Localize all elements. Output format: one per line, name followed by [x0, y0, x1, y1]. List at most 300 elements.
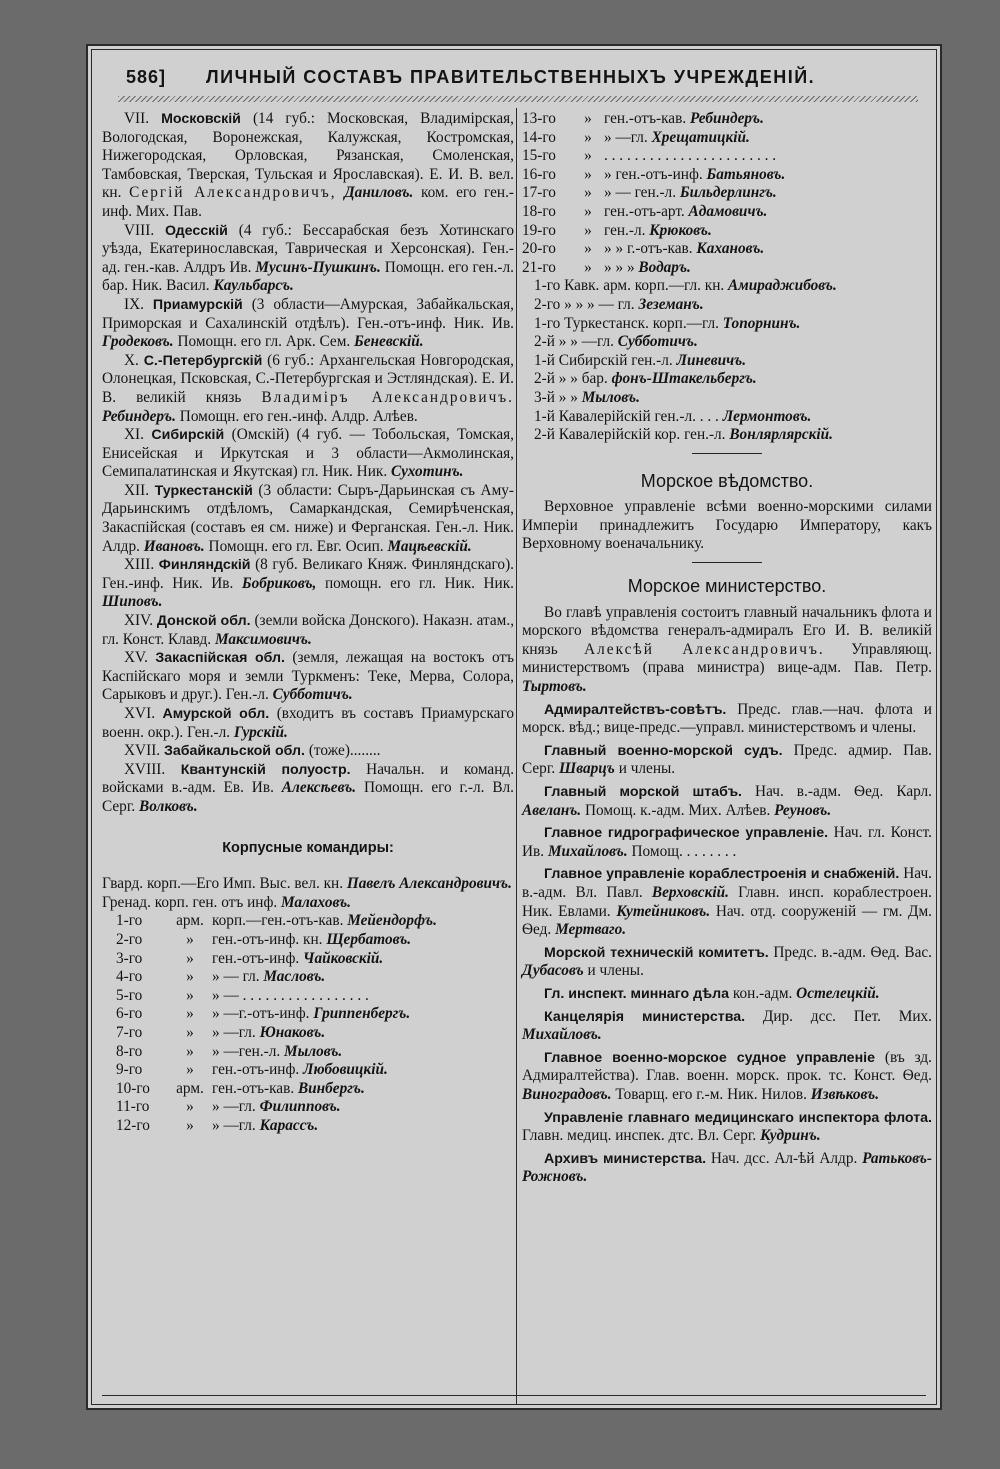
corps-detail: [604, 184, 932, 203]
corps-detail: [212, 1080, 514, 1099]
corps-detail: [604, 259, 932, 278]
district-number: XV.: [124, 649, 148, 667]
corps-detail: [212, 1024, 514, 1043]
page-header: [88, 60, 940, 94]
district-text: (3 области: Сыръ-Дарьинская съ Аму-Дарьинскимъ отдѣломъ, Самаркандская, Семирѣченская, Закаспійская (составъ ея см. ниже) и Ферганская. Ген.-л. Ник. Алдр.: [102, 481, 515, 555]
district-name: Одесскій: [164, 222, 228, 239]
district-commander: Максимовичъ.: [214, 630, 312, 648]
corps-row: [522, 240, 932, 259]
entry-person: Верховскій.: [651, 883, 729, 901]
entry-text-2: и члены.: [587, 962, 644, 980]
district-entry: [102, 612, 514, 649]
naval-dept-title: Морское вѣдомство.: [640, 470, 814, 491]
district-text-2: помощн. его гл. Ник. Ник.: [324, 574, 515, 592]
district-assistant: Беневскій.: [354, 333, 424, 351]
ministry-entry: [522, 1008, 932, 1045]
corps-commander: Мыловъ.: [284, 1042, 343, 1060]
special-corps-text: 1-й Кавалерійскій ген.-л. . . .: [534, 407, 719, 425]
district-name: Туркестанскій: [154, 482, 253, 499]
entry-person: Шварцъ: [559, 760, 615, 778]
corps-rank: корп.—ген.-отъ-кав.: [212, 912, 344, 930]
corps-mark: »: [584, 240, 592, 258]
corps-detail: [212, 931, 514, 950]
corps-mark: »: [186, 968, 194, 986]
special-corps-row: [522, 408, 932, 427]
corps-row: [522, 203, 932, 222]
grenadier-corps-commander: Малаховъ.: [281, 893, 351, 911]
corps-row: [102, 1080, 514, 1099]
district-entry: [102, 556, 514, 612]
corps-rank: ген.-отъ-кав.: [604, 110, 687, 127]
district-commander: Сухотинъ.: [390, 463, 464, 481]
entry-person: Кудринъ.: [760, 1127, 821, 1145]
naval-dept-text: Верховное управленіе всѣми военно-морскими силами Имперіи принадлежитъ Государю Императору, какъ Верховному военачальнику.: [522, 498, 932, 553]
corps-rank: . . . . . . . . . . . . . . . . . . . . . . .: [604, 147, 777, 165]
district-name: Сибирскій: [151, 427, 225, 444]
special-corps-commander: Амираджибовъ.: [728, 277, 837, 295]
corps-commander: Масловъ.: [263, 968, 326, 986]
special-corps-text: 2-й Кавалерійскій кор. ген.-л.: [534, 426, 726, 444]
district-commander-spaced: Сергій Александровичъ,: [129, 184, 337, 202]
district-text: (6 губ.: Архангельская Новгородская, Олонецкая, Псковская, С.-Петербургская и Эстляндская). Е. И. В. великій князь: [102, 351, 515, 406]
corps-rank: ген.-отъ-инф.: [212, 949, 300, 967]
corps-rank: ген.-отъ-инф. кн.: [212, 930, 323, 948]
district-name: Амурской обл.: [162, 706, 270, 722]
corps-number: 13-го: [522, 110, 556, 127]
corps-detail: [604, 222, 932, 241]
corps-number: 15-го: [522, 147, 556, 165]
entry-person: Михайловъ.: [522, 1026, 602, 1044]
corps-row: [522, 110, 932, 129]
district-commander-spaced: Владиміръ Александровичъ.: [261, 388, 515, 406]
corps-mark: »: [186, 1023, 194, 1041]
corps-detail: [212, 950, 514, 969]
district-number: VII.: [124, 110, 150, 127]
district-commander: Ребиндеръ.: [102, 407, 176, 425]
entry-text: Предс. адмир. Пав. Серг.: [522, 741, 933, 778]
corps-number: 17-го: [522, 184, 556, 202]
entry-institution: Главное гидрографическое управленіе.: [544, 825, 829, 842]
special-corps-row: [522, 277, 932, 296]
corps-rank: » —г.-отъ-инф.: [212, 1005, 310, 1023]
special-corps-row: [522, 315, 932, 334]
corps-number: 12-го: [116, 1116, 150, 1134]
special-corps-commander: Субботичъ.: [617, 333, 698, 351]
army-corps-list-left: [102, 912, 514, 1135]
corps-rank: » — гл.: [212, 968, 260, 986]
entry-institution: Морской техническій комитетъ.: [544, 944, 769, 961]
entry-institution: Управленіе главнаго медицинскаго инспектора флота.: [544, 1109, 932, 1126]
district-entry: [102, 761, 514, 817]
district-name: Московскій: [161, 111, 241, 127]
corps-commander: Ребиндеръ.: [689, 110, 764, 127]
special-corps-commander: Лермонтовъ.: [722, 407, 812, 425]
corps-rank: » » »: [604, 258, 635, 276]
entry-person-2: Извѣковъ.: [810, 1085, 880, 1103]
section-rule: [692, 453, 762, 454]
corps-row: [522, 184, 932, 203]
district-entry: [102, 222, 514, 296]
district-name: Приамурскій: [152, 296, 243, 313]
special-corps-text: 3-й » »: [534, 388, 578, 406]
special-corps-commander: Линевичъ.: [676, 351, 747, 369]
special-corps-commander: Мыловъ.: [581, 388, 640, 406]
corps-row: [102, 1024, 514, 1043]
corps-rank: ген.-отъ-кав.: [212, 1079, 295, 1097]
district-text: (8 губ. Великаго Княж. Финляндскаго). Ген.-инф. Ник. Ив.: [102, 556, 514, 592]
entry-text: Предс. в.-адм. Ѳед. Вас.: [773, 943, 932, 961]
district-text: (3 области—Амурская, Забайкальская, Приморская и Сахалинскій отдѣлъ). Ген.-отъ-инф. Ник. Ив.: [102, 295, 514, 332]
corps-number: 2-го: [116, 930, 143, 948]
district-name: Финляндскій: [158, 557, 251, 574]
district-text: (4 губ.: Бессарабская безъ Хотинскаго уѣзда, Екатеринославская, Таврическая и Херсонская). Ген.-ад. ген.-кав. Алдръ Ив.: [102, 221, 514, 276]
left-column: [102, 110, 514, 1135]
district-commander: Алексѣевъ.: [281, 779, 357, 797]
corps-rank: » —гл.: [212, 1023, 256, 1041]
entry-text-2: Помощ. . . . . . . .: [631, 842, 737, 860]
entry-person-2: Реуновъ.: [774, 801, 832, 819]
corps-rank: » — ген.-л.: [604, 184, 677, 202]
entry-text: Нач. в.-адм. Ѳед. Карл.: [755, 783, 933, 800]
entry-person: Михайловъ.: [547, 842, 628, 860]
corps-rank: » — . . . . . . . . . . . . . . . . .: [212, 986, 369, 1004]
district-text-2: ком. его ген.-инф. Мих. Пав.: [102, 184, 514, 220]
district-text-2: Помощн. его ген.-л. бар. Ник. Васил.: [102, 258, 514, 295]
entry-text-2: и члены.: [618, 760, 676, 778]
corps-row: [102, 968, 514, 987]
corps-commander: Водаръ.: [638, 258, 691, 276]
district-entry: [102, 296, 514, 352]
corps-row: [102, 1117, 514, 1136]
corps-mark: »: [584, 110, 592, 127]
district-name: Квантунскій полуостр.: [180, 761, 351, 778]
district-number: XVIII.: [124, 760, 166, 778]
district-commander: Бобриковъ,: [241, 574, 317, 592]
corps-detail: [604, 110, 932, 129]
entry-institution: Гл. инспект. миннаго дѣла: [544, 985, 730, 1002]
section-rule: [692, 562, 762, 563]
special-corps-text: 1-й Сибирскій ген.-л.: [534, 351, 673, 369]
ministry-entry: [522, 783, 932, 820]
corps-mark: »: [186, 1061, 194, 1079]
grenadier-corps-text: Гренад. корп. ген. отъ инф.: [102, 893, 278, 911]
special-corps-text: 2-й » » —гл.: [534, 333, 614, 351]
guard-corps-commander: Павелъ Александровичъ.: [346, 875, 512, 893]
right-column: [522, 110, 932, 1187]
corps-commander: Юнаковъ.: [259, 1023, 326, 1041]
corps-detail: [604, 203, 932, 222]
district-assistant: Каульбарсъ.: [213, 277, 294, 295]
document-page: [86, 44, 942, 1410]
grenadier-corps: [102, 894, 514, 913]
entry-text: (въ зд. Адмиралтейства). Глав. военн. морск. прок. тс. Конст. Ѳед.: [522, 1048, 933, 1085]
district-text: (земли войска Донского). Наказн. атам., гл. Конст. Клавд.: [102, 612, 515, 648]
district-text-2: Помощн. его гл. Арк. Сем.: [177, 333, 351, 351]
district-text: (14 губ.: Московская, Владимірская, Вологодская, Воронежская, Калужская, Костромская, Нижегородская, Орловская, Рязанская, Смоленская, Тамбовская, Тверская, Тульская и Ярославская). Е. И. В. вел. кн.: [102, 110, 514, 202]
special-corps-text: 2-го » » » — гл.: [534, 295, 635, 313]
corps-commander: Крюковъ.: [649, 221, 712, 239]
ministry-entry: [522, 865, 932, 939]
entry-person: Виноградовъ.: [522, 1085, 612, 1103]
corps-row: [522, 259, 932, 278]
district-commander: Мусинъ-Пушкинъ.: [255, 258, 381, 276]
entry-institution: Канцелярія министерства.: [544, 1008, 746, 1025]
military-districts: [102, 110, 514, 817]
entry-text: кон.-адм.: [732, 984, 793, 1002]
corps-detail: [212, 912, 514, 931]
district-entry: [102, 742, 514, 761]
running-title: ЛИЧНЫЙ СОСТАВЪ ПРАВИТЕЛЬСТВЕННЫХЪ УЧРЕЖДЕНІЙ.: [206, 66, 816, 87]
ministry-entry: [522, 1109, 932, 1146]
entry-text-2: Главн. инсп. кораблестроен. Ник. Евлами.: [522, 883, 933, 920]
corps-commander: Адамовичъ.: [688, 202, 768, 220]
corps-row: [102, 1098, 514, 1117]
corps-mark: »: [584, 184, 592, 202]
corps-rank: ген.-отъ-арт.: [604, 202, 685, 220]
corps-row: [102, 931, 514, 950]
ministry-intro-text-2: Управляющ. министерствомъ (права министра) вице-адм. Пав. Петр.: [522, 640, 933, 677]
entry-person: Авеланъ.: [522, 801, 582, 819]
page-number: 586]: [126, 66, 167, 87]
special-corps-row: [522, 370, 932, 389]
entry-person: Остелецкій.: [796, 984, 880, 1002]
corps-number: 21-го: [522, 258, 556, 276]
corps-number: 3-го: [116, 949, 143, 967]
corps-commander: Хрещатицкій.: [651, 128, 750, 146]
corps-detail: [212, 1098, 514, 1117]
district-entry: [102, 705, 514, 742]
corps-mark: »: [584, 128, 592, 146]
corps-number: 14-го: [522, 128, 556, 146]
corps-detail: [212, 1005, 514, 1024]
entry-text: Предс. глав.—нач. флота и морск. вѣд.; вице-предс.—управл. министерствомъ и члены.: [522, 700, 932, 737]
ministry-entry: [522, 742, 932, 779]
corps-detail: [212, 1043, 514, 1062]
corps-mark: »: [584, 258, 592, 276]
entry-institution: Главный военно-морской судъ.: [544, 742, 783, 759]
district-number: XIV.: [124, 612, 154, 630]
corps-mark: »: [186, 930, 194, 948]
district-entry: [102, 482, 514, 556]
district-number: VIII.: [124, 221, 155, 239]
district-assistant: Волковъ.: [139, 797, 198, 815]
corps-number: 16-го: [522, 165, 556, 183]
district-commander: Гродековъ.: [102, 333, 174, 351]
ministry-intro: [522, 604, 932, 697]
corps-commander: Кахановъ.: [696, 240, 765, 258]
special-corps-commander: Зеземанъ.: [638, 295, 704, 313]
entry-text: Нач. дсс. Ал-ѣй Алдр.: [710, 1149, 858, 1167]
district-entry: [102, 352, 514, 426]
entry-institution: Главное управленіе кораблестроенія и снабженій.: [544, 866, 900, 883]
district-assistant: Мацѣевскій.: [387, 537, 472, 555]
corps-commander: Мейендорфъ.: [347, 912, 437, 930]
entry-text: Нач. в.-адм. Вл. Павл.: [522, 865, 932, 901]
ministry-title: Морское министерство.: [627, 576, 827, 597]
entry-institution: Главный морской штабъ.: [544, 784, 743, 800]
corps-commander: Винбергъ.: [297, 1079, 365, 1097]
special-corps-commander: Вонлярлярскій.: [729, 426, 833, 444]
district-assistant: Шиповъ.: [102, 593, 163, 611]
corps-detail: [212, 987, 514, 1006]
bottom-rule: [102, 1395, 926, 1396]
special-corps-row: [522, 333, 932, 352]
corps-mark: »: [186, 1005, 194, 1023]
district-text-2: Помощн. его гл. Евг. Осип.: [208, 537, 384, 555]
corps-detail: [604, 147, 932, 166]
district-text-2: Помощн. его ген.-инф. Алдр. Алѣев.: [179, 407, 418, 425]
corps-number: 4-го: [116, 968, 143, 986]
header-rule: [118, 96, 918, 102]
district-text-2: Помощн. его г.-л. Вл. Серг.: [102, 779, 515, 815]
district-commander: Ивановъ.: [143, 537, 205, 555]
corps-number: 5-го: [116, 986, 143, 1004]
district-commander: Гурскій.: [233, 723, 288, 741]
corps-number: 11-го: [116, 1098, 150, 1116]
corps-mark: »: [584, 147, 592, 165]
corps-detail: [604, 129, 932, 148]
corps-number: 6-го: [116, 1005, 143, 1023]
corps-rank: ген.-отъ-инф.: [212, 1061, 300, 1079]
corps-commander: Щербатовъ.: [326, 930, 412, 948]
district-entry: [102, 649, 514, 705]
corps-mark: »: [584, 165, 592, 183]
guard-corps: [102, 875, 514, 894]
entry-person-3: Мертваго.: [555, 921, 627, 939]
ministry-manager-name: Тыртовъ.: [522, 678, 587, 696]
corps-row: [522, 222, 932, 241]
corps-commander: Бильдерлингъ.: [679, 184, 777, 202]
corps-mark: арм.: [176, 912, 204, 930]
corps-row: [102, 987, 514, 1006]
corps-commander: Любовицкій.: [303, 1061, 388, 1079]
district-number: XII.: [124, 481, 150, 499]
entry-person: Ратьковъ-Рожновъ.: [522, 1149, 932, 1186]
corps-detail: [604, 240, 932, 259]
corps-rank: » —гл.: [212, 1116, 256, 1134]
ministry-entries: [522, 701, 932, 1187]
district-name: Донской обл.: [156, 613, 251, 630]
corps-rank: ген.-л.: [604, 221, 646, 239]
district-number: XIII.: [124, 556, 155, 574]
ministry-entry: [522, 1049, 932, 1105]
district-number: XVI.: [124, 705, 156, 722]
special-corps-text: 2-й » » бар.: [534, 370, 608, 388]
corps-detail: [212, 968, 514, 987]
district-name: С.-Петербургскій: [143, 352, 263, 369]
corps-number: 7-го: [116, 1023, 143, 1041]
column-divider: [516, 108, 517, 1404]
district-entry: [102, 426, 514, 482]
entry-institution: Архивъ министерства.: [544, 1150, 707, 1167]
district-commander: Даниловъ.: [344, 184, 414, 202]
corps-row: [522, 147, 932, 166]
district-text: (Омскій) (4 губ. — Тобольская, Томская, Енисейская и Иркутская и 3 области—Акмолинская, Семипалатинская и Якутская) гл. Ник. Ник.: [102, 426, 514, 481]
corps-mark: арм.: [176, 1079, 204, 1097]
entry-text-2: Товарщ. его г.-м. Ник. Нилов.: [615, 1085, 807, 1103]
entry-institution: Главное военно-морское судное управленіе: [544, 1049, 875, 1066]
special-corps-row: [522, 426, 932, 445]
corps-number: 1-го: [116, 912, 143, 930]
corps-commander: Батьяновъ.: [706, 165, 786, 183]
ministry-entry: [522, 1150, 932, 1187]
corps-commander: Карассъ.: [259, 1116, 319, 1134]
corps-detail: [212, 1061, 514, 1080]
corps-number: 18-го: [522, 202, 556, 220]
special-corps-list: [522, 277, 932, 444]
district-text: Начальн. и команд. войсками в.-адм. Ев. Ив.: [102, 760, 515, 797]
corps-detail: [212, 1117, 514, 1136]
ministry-entry: [522, 701, 932, 738]
corps-row: [102, 1043, 514, 1062]
special-corps-row: [522, 296, 932, 315]
special-corps-text: 1-го Кавк. арм. корп.—гл. кн.: [534, 277, 725, 295]
corps-rank: » —гл.: [604, 128, 648, 146]
entry-institution: Адмиралтействъ-совѣтъ.: [544, 701, 727, 718]
corps-number: 20-го: [522, 240, 556, 258]
special-corps-text: 1-го Туркестанск. корп.—гл.: [534, 314, 719, 332]
special-corps-row: [522, 389, 932, 408]
district-number: XVII.: [124, 742, 161, 760]
corps-row: [522, 129, 932, 148]
corps-commander: Гриппенбергъ.: [313, 1005, 411, 1023]
corps-row: [102, 912, 514, 931]
district-name: Забайкальской обл.: [163, 743, 305, 760]
entry-text-3: Нач. отд. сооруженій — гм. Дм. Ѳед.: [522, 902, 932, 939]
district-number: X.: [124, 351, 139, 369]
corps-mark: »: [584, 202, 592, 220]
ministry-entry: [522, 985, 932, 1004]
corps-mark: »: [186, 1042, 194, 1060]
district-entry: [102, 110, 514, 222]
district-number: XI.: [124, 426, 144, 444]
corps-row: [102, 1061, 514, 1080]
corps-heading: Корпусные командиры:: [222, 839, 394, 856]
corps-row: [102, 950, 514, 969]
corps-number: 8-го: [116, 1042, 143, 1060]
army-corps-list-right: [522, 110, 932, 277]
special-corps-row: [522, 352, 932, 371]
ministry-head-name: Алексѣй Александровичъ.: [584, 640, 825, 658]
corps-mark: »: [186, 949, 194, 967]
corps-rank: » » г.-отъ-кав.: [604, 240, 693, 258]
district-text: (земля, лежащая на востокъ отъ Каспійскаго моря и земли Туркменъ: Теке, Мерва, Солора, Сарыковъ и друг.). Ген.-л.: [102, 649, 514, 704]
corps-row: [522, 166, 932, 185]
entry-person-2: Кутейниковъ.: [616, 902, 711, 920]
corps-rank: » ген.-отъ-инф.: [604, 165, 703, 183]
entry-text: Дир. дсс. Пет. Мих.: [762, 1007, 933, 1025]
district-text: (входитъ въ составъ Приамурскаго военн. окр.). Ген.-л.: [102, 705, 514, 741]
corps-rank: » —ген.-л.: [212, 1042, 281, 1060]
entry-person: Дубасовъ: [522, 962, 584, 980]
corps-mark: »: [584, 221, 592, 239]
district-commander: Субботичъ.: [272, 686, 353, 704]
district-number: IX.: [124, 295, 144, 313]
district-name: Закаспійская обл.: [155, 650, 285, 667]
guard-corps-text: Гвард. корп.—Его Имп. Выс. вел. кн.: [102, 875, 344, 893]
ministry-intro-text: Во главѣ управленія состоитъ главный начальникъ флота и морского вѣдомства генералъ-адмиралъ Его И. В. великій князь: [522, 603, 932, 658]
corps-number: 10-го: [116, 1079, 150, 1097]
corps-mark: »: [186, 986, 194, 1004]
corps-number: 9-го: [116, 1061, 143, 1079]
corps-detail: [604, 166, 932, 185]
corps-row: [102, 1005, 514, 1024]
entry-text: Нач. гл. Конст. Ив.: [522, 824, 932, 860]
district-text: (тоже)........: [308, 742, 381, 760]
special-corps-commander: фонъ-Штакельбергъ.: [611, 370, 757, 388]
corps-commander: Чайковскій.: [303, 949, 384, 967]
ministry-entry: [522, 944, 932, 981]
